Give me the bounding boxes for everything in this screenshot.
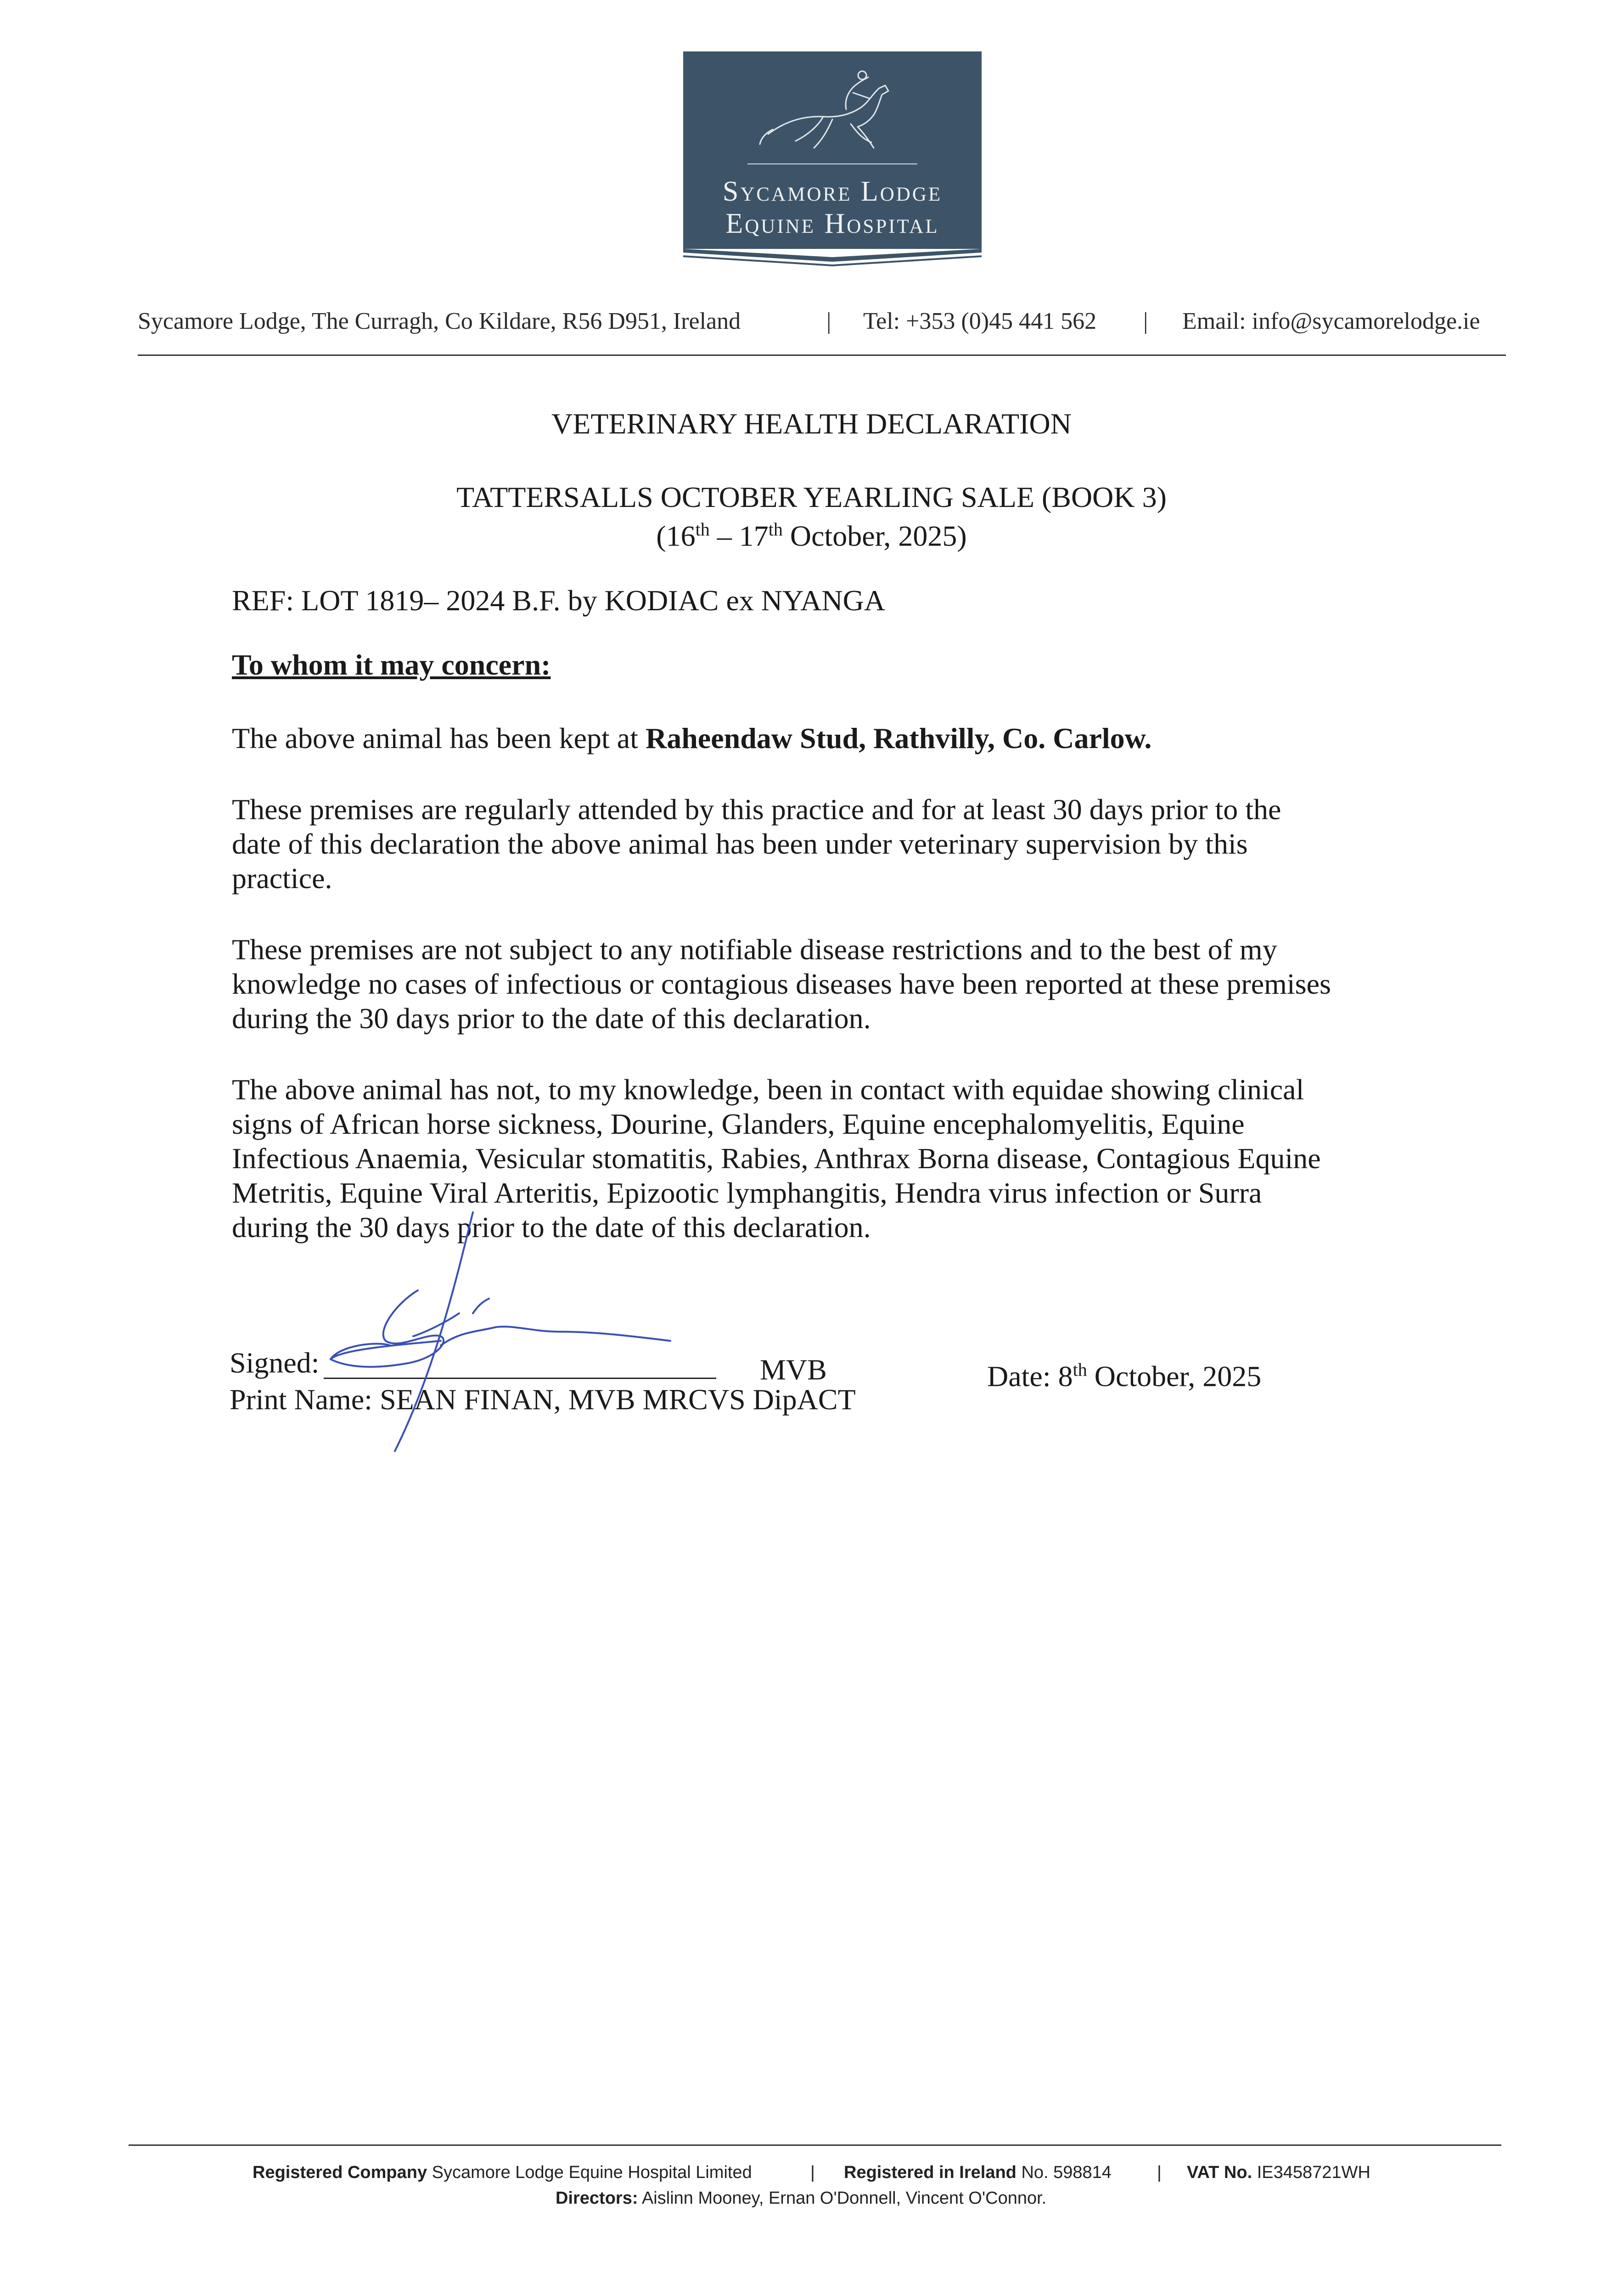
- paragraph-3-line: knowledge no cases of infectious or contagious diseases have been reported at these premises: [232, 968, 1331, 1000]
- directors: Directors: Aislinn Mooney, Ernan O'Donnell, Vincent O'Connor.: [556, 2189, 1047, 2208]
- email: Email: info@sycamorelodge.ie: [1182, 308, 1480, 334]
- footer-divider: [129, 2144, 1501, 2146]
- sale-name: TATTERSALLS OCTOBER YEARLING SALE (BOOK 3): [456, 481, 1167, 513]
- paragraph-4-line: Infectious Anaemia, Vesicular stomatitis, Rabies, Anthrax Borna disease, Contagious Equine: [232, 1142, 1321, 1175]
- paragraph-2-line: These premises are regularly attended by this practice and for at least 30 days prior to the: [232, 793, 1281, 826]
- salutation: To whom it may concern:: [232, 648, 551, 681]
- paragraph-3-line: during the 30 days prior to the date of this declaration.: [232, 1002, 871, 1035]
- address: Sycamore Lodge, The Curragh, Co Kildare, R56 D951, Ireland: [138, 308, 741, 334]
- vat-number: VAT No. IE3458721WH: [1187, 2163, 1370, 2182]
- separator: |: [826, 308, 831, 334]
- logo-line-1: Sycamore Lodge: [722, 176, 943, 207]
- document-title: VETERINARY HEALTH DECLARATION: [551, 407, 1072, 440]
- logo-line-2: Equine Hospital: [725, 208, 939, 239]
- company-logo: [683, 51, 982, 267]
- handwritten-signature: [321, 1194, 735, 1469]
- logo-divider: [747, 163, 917, 164]
- separator: |: [810, 2163, 815, 2182]
- paragraph-1: The above animal has been kept at Raheendaw Stud, Rathvilly, Co. Carlow.: [232, 722, 1152, 754]
- paragraph-2-line: date of this declaration the above animal has been under veterinary supervision by this: [232, 827, 1248, 860]
- declaration-date: Date: 8th October, 2025: [987, 1359, 1262, 1393]
- print-name: Print Name: SEAN FINAN, MVB MRCVS DipACT: [230, 1383, 856, 1416]
- paragraph-2-line: practice.: [232, 862, 332, 895]
- signed-label: Signed:: [230, 1346, 320, 1379]
- contact-line: [138, 308, 1506, 344]
- separator: |: [1157, 2163, 1162, 2182]
- paragraph-4-line: The above animal has not, to my knowledge, been in contact with equidae showing clinical: [232, 1073, 1304, 1106]
- separator: |: [1143, 308, 1148, 334]
- header-divider: [138, 355, 1506, 356]
- paragraph-3-line: These premises are not subject to any notifiable disease restrictions and to the best of my: [232, 933, 1277, 966]
- registered-company: Registered Company Sycamore Lodge Equine Hospital Limited: [253, 2163, 752, 2182]
- telephone: Tel: +353 (0)45 441 562: [863, 308, 1097, 334]
- paragraph-4-line: signs of African horse sickness, Dourine, Glanders, Equine encephalomyelitis, Equine: [232, 1108, 1245, 1140]
- reference: REF: LOT 1819– 2024 B.F. by KODIAC ex NYANGA: [232, 584, 886, 617]
- registered-ireland: Registered in Ireland No. 598814: [844, 2163, 1112, 2182]
- signature-suffix: MVB: [760, 1353, 827, 1386]
- logo-ribbon: [683, 249, 982, 267]
- paragraph-4-line: during the 30 days prior to the date of this declaration.: [232, 1211, 871, 1244]
- paragraph-4-line: Metritis, Equine Viral Arteritis, Epizootic lymphangitis, Hendra virus infection or Surra: [232, 1176, 1262, 1209]
- horse-and-jockey-icon: [759, 65, 906, 157]
- sale-dates: (16th – 17th October, 2025): [656, 519, 967, 552]
